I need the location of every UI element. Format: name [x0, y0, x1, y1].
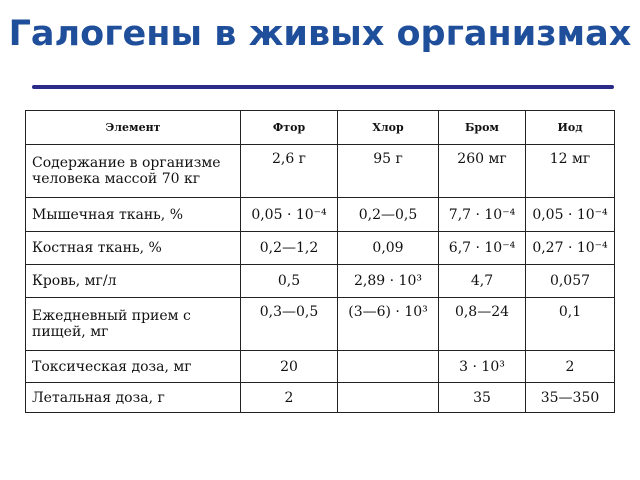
- cell-iodine: 12 мг: [526, 145, 615, 198]
- header-fluorine: Фтор: [241, 111, 338, 145]
- cell-fluorine: 0,2—1,2: [241, 232, 338, 265]
- cell-chlorine: 0,2—0,5: [338, 198, 439, 232]
- row-label: Содержание в организме человека массой 70 кг: [26, 145, 241, 198]
- table-header-row: [26, 111, 615, 145]
- row-label: Токсическая доза, мг: [26, 351, 241, 383]
- row-label: Костная ткань, %: [26, 232, 241, 265]
- cell-iodine: 35—350: [526, 383, 615, 413]
- cell-bromine: 260 мг: [439, 145, 526, 198]
- cell-bromine: 35: [439, 383, 526, 413]
- header-element: Элемент: [26, 111, 241, 145]
- cell-bromine: 0,8—24: [439, 298, 526, 351]
- cell-bromine: 3 · 10³: [439, 351, 526, 383]
- cell-bromine: 6,7 · 10⁻⁴: [439, 232, 526, 265]
- table-row: [26, 298, 615, 351]
- cell-iodine: 0,057: [526, 265, 615, 298]
- table-row: [26, 383, 615, 413]
- cell-fluorine: 0,5: [241, 265, 338, 298]
- cell-chlorine: [338, 383, 439, 413]
- cell-fluorine: 0,3—0,5: [241, 298, 338, 351]
- table-row: [26, 232, 615, 265]
- header-iodine: Иод: [526, 111, 615, 145]
- header-chlorine: Хлор: [338, 111, 439, 145]
- cell-fluorine: 2,6 г: [241, 145, 338, 198]
- table-row: [26, 198, 615, 232]
- cell-fluorine: 2: [241, 383, 338, 413]
- halogens-table: [25, 110, 615, 413]
- row-label: Мышечная ткань, %: [26, 198, 241, 232]
- cell-iodine: 0,1: [526, 298, 615, 351]
- cell-iodine: 0,05 · 10⁻⁴: [526, 198, 615, 232]
- cell-chlorine: 2,89 · 10³: [338, 265, 439, 298]
- cell-bromine: 4,7: [439, 265, 526, 298]
- row-label: Летальная доза, г: [26, 383, 241, 413]
- cell-chlorine: 0,09: [338, 232, 439, 265]
- row-label: Кровь, мг/л: [26, 265, 241, 298]
- cell-iodine: 0,27 · 10⁻⁴: [526, 232, 615, 265]
- row-label: Ежедневный прием с пищей, мг: [26, 298, 241, 351]
- table-row: [26, 265, 615, 298]
- table-row: [26, 351, 615, 383]
- slide-title: Галогены в живых организмах: [8, 14, 632, 54]
- title-underline: [32, 85, 614, 89]
- cell-iodine: 2: [526, 351, 615, 383]
- cell-bromine: 7,7 · 10⁻⁴: [439, 198, 526, 232]
- table-row: [26, 145, 615, 198]
- cell-chlorine: [338, 351, 439, 383]
- cell-fluorine: 20: [241, 351, 338, 383]
- cell-chlorine: 95 г: [338, 145, 439, 198]
- cell-chlorine: (3—6) · 10³: [338, 298, 439, 351]
- cell-fluorine: 0,05 · 10⁻⁴: [241, 198, 338, 232]
- header-bromine: Бром: [439, 111, 526, 145]
